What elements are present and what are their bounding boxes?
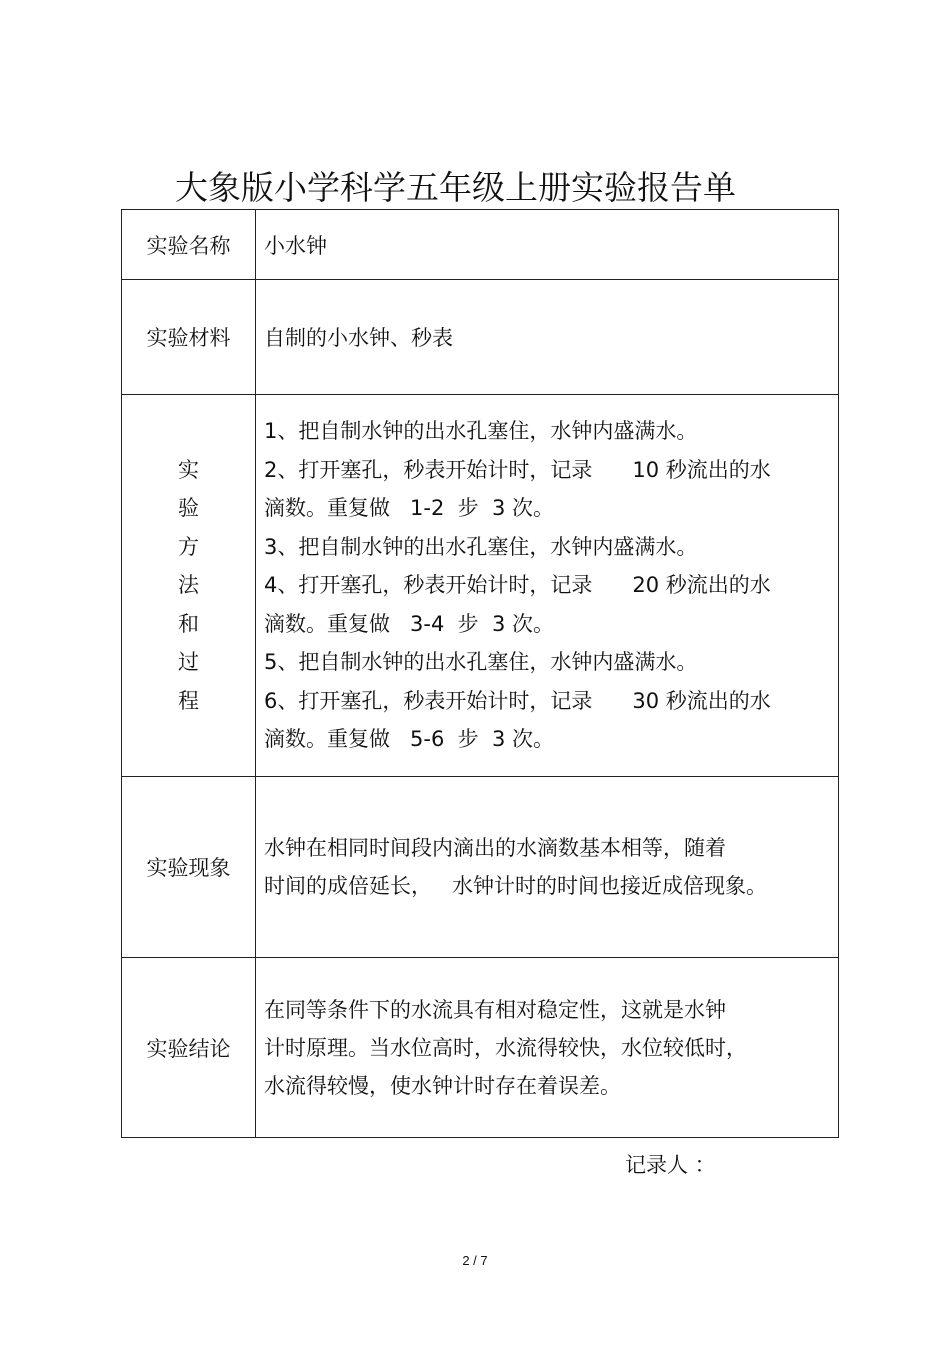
method-step-line: 滴数。重复做 5-6 步 3 次。 [264,727,555,752]
method-step-line: 1、把自制水钟的出水孔塞住，水钟内盛满水。 [264,419,698,444]
value-experiment-conclusion [256,958,839,1138]
report-title: 大象版小学科学五年级上册实验报告单 [175,168,736,207]
method-step-line: 4、打开塞孔，秒表开始计时，记录 20 秒流出的水 [264,573,771,598]
row-experiment-method [122,395,839,777]
method-label-vertical [122,451,255,721]
conclusion-line: 在同等条件下的水流具有相对稳定性，这就是水钟 [264,997,726,1022]
experiment-report-table [121,209,839,1138]
label-experiment-phenomenon: 实验现象 [122,777,256,958]
value-experiment-name: 小水钟 [256,210,839,280]
method-label-char: 验 [178,496,199,521]
value-experiment-materials: 自制的小水钟、秒表 [256,280,839,395]
method-label-char: 法 [178,573,199,598]
method-label-char: 和 [178,611,199,636]
method-step-line: 滴数。重复做 1-2 步 3 次。 [264,496,555,521]
method-label-char: 程 [178,688,199,713]
conclusion-line: 水流得较慢，使水钟计时存在着误差。 [264,1073,621,1098]
method-step-line: 3、把自制水钟的出水孔塞住，水钟内盛满水。 [264,534,698,559]
value-experiment-method [256,395,839,777]
page-number: 2 / 7 [462,1253,488,1268]
value-experiment-phenomenon [256,777,839,958]
row-experiment-phenomenon [122,777,839,958]
row-experiment-name [122,210,839,280]
method-label-char: 方 [178,534,199,559]
row-experiment-materials [122,280,839,395]
conclusion-line: 计时原理。当水位高时，水流得较快，水位较低时， [264,1035,747,1060]
label-experiment-name: 实验名称 [122,210,256,280]
method-step-line: 5、把自制水钟的出水孔塞住，水钟内盛满水。 [264,650,698,675]
label-experiment-conclusion: 实验结论 [122,958,256,1138]
row-experiment-conclusion [122,958,839,1138]
recorder-label: 记录人 ： [625,1153,716,1177]
method-label-char: 实 [178,457,199,482]
label-experiment-materials: 实验材料 [122,280,256,395]
label-experiment-method [122,395,256,777]
method-step-line: 6、打开塞孔，秒表开始计时，记录 30 秒流出的水 [264,688,771,713]
phenomenon-line: 时间的成倍延长， 水钟计时的时间也接近成倍现象。 [264,874,768,898]
method-step-line: 2、打开塞孔，秒表开始计时，记录 10 秒流出的水 [264,457,771,482]
method-step-line: 滴数。重复做 3-4 步 3 次。 [264,611,555,636]
method-label-char: 过 [178,650,199,675]
phenomenon-line: 水钟在相同时间段内滴出的水滴数基本相等，随着 [264,836,726,860]
